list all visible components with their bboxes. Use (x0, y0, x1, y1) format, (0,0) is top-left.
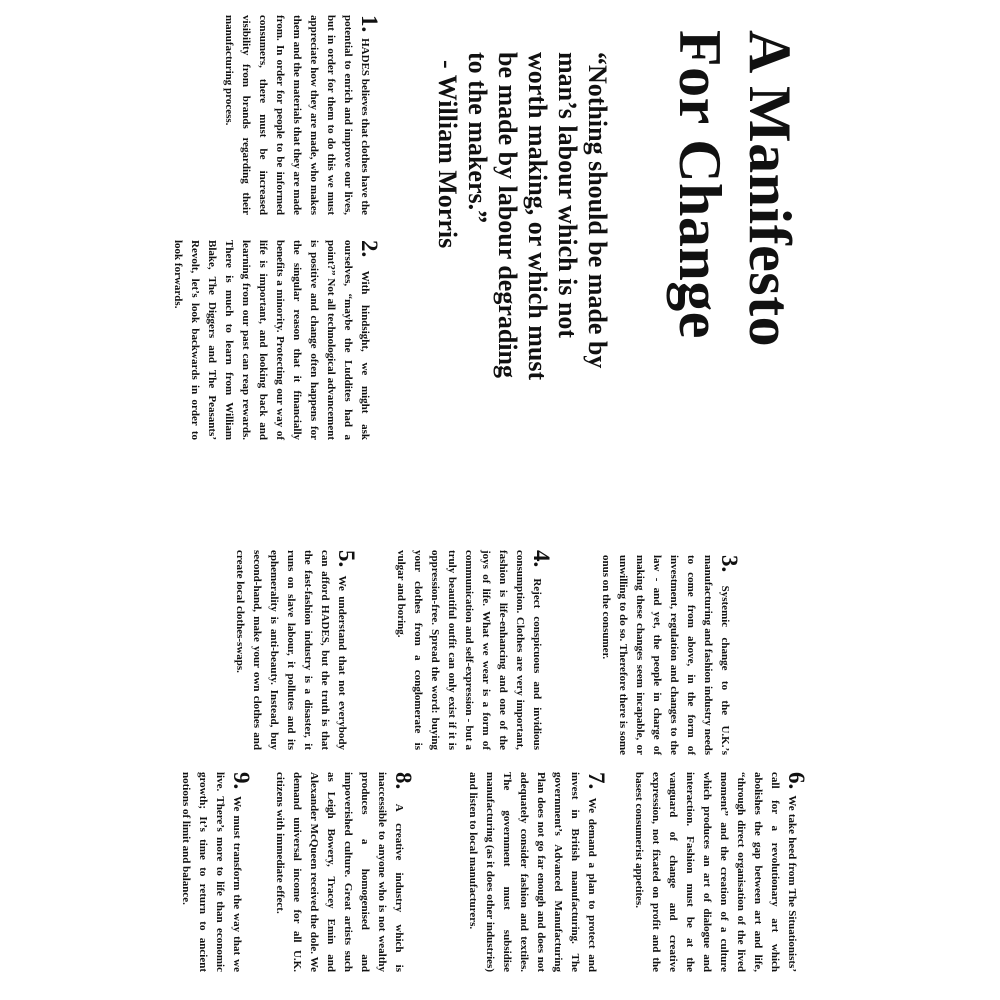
quote-line: be made by labour degrading (493, 52, 522, 379)
manifesto-point-1 (220, 15, 382, 216)
point-number: 3. (717, 555, 742, 573)
point-number: 7. (584, 772, 609, 790)
manifesto-point-2 (169, 240, 382, 440)
point-number: 6. (784, 772, 809, 790)
manifesto-point-5 (231, 550, 359, 750)
manifesto-point-3 (597, 555, 742, 755)
manifesto-point-9 (177, 772, 254, 972)
point-text: We understand that not everybody can afford HADES, but the truth is that the fast-fashion industry is a disaster, it runs on slave labour, it pollutes and its ephemerality is anti-beauty. Instead, buy second-hand, make your own clothes and create local clothes-swaps. (234, 550, 348, 750)
title-line-1: A Manifesto (737, 30, 803, 348)
manifesto-point-8 (271, 772, 416, 972)
point-text: Reject conspicuous and invidious consumption. Clothes are very important, fashion is life-enhancing and one of the joys of life. What we wear is a form of communication and self-expression - but a truly beautiful outfit can only exist if it is oppression-free. Spread the word: buying your clothes from a conglomerate is vulgar and boring. (395, 550, 543, 750)
point-number: 1. (357, 15, 382, 33)
point-text: We take heed from The Situationists’ call for a revolutionary art which abolishes the gap between art and life, “through direct organisation of the lived moment” and the creation of a culture which produces an art of dialogue and interaction. Fashion must be at the vanguard of change and creative expression, not fixated on profit and the basest consumerist appetites. (633, 772, 798, 972)
point-text: Systemic change to the U.K.’s manufacturing and fashion industry needs to come from above, in the form of investment, regulation and changes to the law - and yet, the people in charge of making these changes seem incapable, or unwilling to do so. Therefore there is some onus on the consumer. (600, 555, 731, 755)
point-number: 2. (357, 240, 382, 258)
point-number: 8. (391, 772, 416, 790)
point-number: 5. (334, 550, 359, 568)
quote-line: man’s labour which is not (553, 52, 582, 339)
point-text: We must transform the way that we live. There’s more to life than economic growth; It’s time to return to ancient notions of limit and balance. (180, 772, 243, 972)
point-text: HADES believes that clothes have the potential to enrich and improve our lives, but in order for them to do this we must appreciate how they are made, who makes them and the materials that they are made from. In order for people to be informed consumers, there must be increased visibility from brands regarding their manufacturing process. (223, 15, 371, 216)
quote-attribution: - William Morris (433, 60, 462, 249)
quote-line: worth making, or which must (523, 52, 552, 381)
title-line-2: For Change (667, 30, 733, 339)
point-number: 4. (529, 550, 554, 568)
quote-line: to the makers.” (463, 52, 492, 224)
manifesto-title (665, 30, 805, 450)
manifesto-point-7 (464, 772, 609, 972)
point-text: A creative industry which is inaccessible to anyone who is not wealthy produces a homogenised and impoverished culture. Great artists such as Leigh Bowery, Tracey Emin and Alexander McQueen received the dole. We demand universal income for all U.K. citizens with immediate effect. (274, 772, 405, 972)
quote-line: “Nothing should be made by (583, 52, 612, 369)
manifesto-point-6 (630, 772, 809, 972)
william-morris-quote (432, 52, 612, 432)
point-text: With hindsight, we might ask ourselves, “maybe the Luddites had a point?” Not all technological advancement is positive and change often happens for the singular reason that it financially benefits a minority. Protecting our way of life is important, and looking back and learning from our past can reap rewards. There is much to learn from William Blake, The Diggers and The Peasants’ Revolt, let’s look backwards in order to look forwards. (172, 240, 371, 440)
point-text: We demand a plan to protect and invest in British manufacturing. The government’s Advanced Manufacturing Plan does not go far enough and does not adequately consider fashion and textiles. The government must subsidise manufacturing (as it does other industries) and listen to local manufacturers. (467, 772, 598, 972)
manifesto-point-4 (392, 550, 554, 750)
point-number: 9. (229, 772, 254, 790)
